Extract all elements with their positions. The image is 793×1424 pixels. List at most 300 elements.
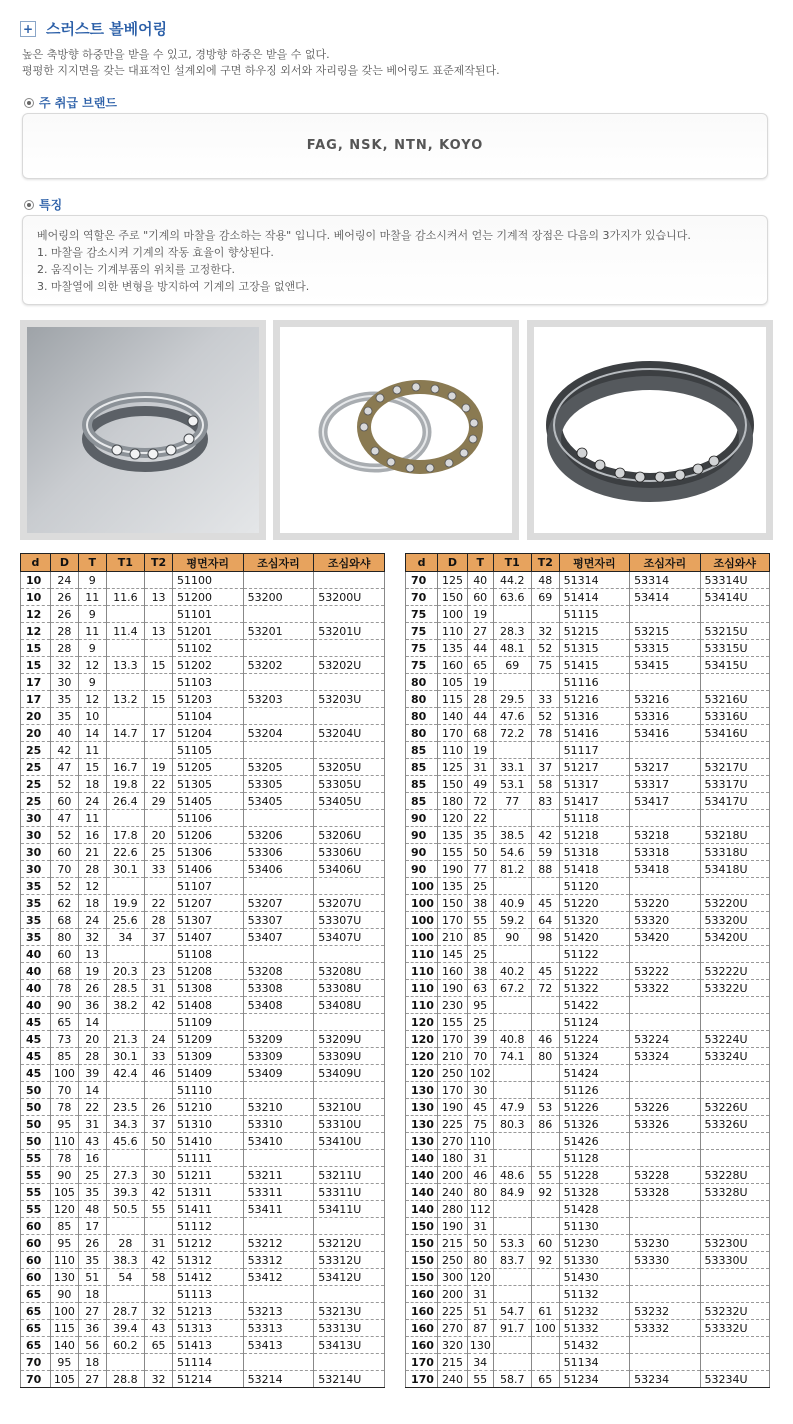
table-cell <box>700 674 769 691</box>
table-cell: 33 <box>145 861 173 878</box>
table-cell: 210 <box>438 1048 468 1065</box>
table-cell: 18 <box>78 1354 106 1371</box>
table-cell: 51106 <box>172 810 243 827</box>
table-cell: 145 <box>438 946 468 963</box>
table-cell: 51310 <box>172 1116 243 1133</box>
table-cell: 51232 <box>559 1303 629 1320</box>
table-header-row <box>21 554 385 572</box>
table-cell: 51418 <box>559 861 629 878</box>
table-cell: 53322U <box>700 980 769 997</box>
table-cell: 105 <box>50 1371 78 1388</box>
table-cell: 53232 <box>630 1303 700 1320</box>
table-cell: 51312 <box>172 1252 243 1269</box>
table-cell: 53204 <box>243 725 314 742</box>
table-cell: 51214 <box>172 1371 243 1388</box>
table-cell: 53312U <box>314 1252 385 1269</box>
table-cell: 39.4 <box>106 1320 145 1337</box>
table-cell: 80 <box>406 674 438 691</box>
table-cell: 42.4 <box>106 1065 145 1082</box>
table-cell <box>630 1014 700 1031</box>
table-cell: 46 <box>145 1065 173 1082</box>
table-row <box>21 691 385 708</box>
table-cell: 48 <box>531 572 559 589</box>
table-cell: 53312 <box>243 1252 314 1269</box>
table-row <box>406 1133 770 1150</box>
table-cell: 50 <box>145 1133 173 1150</box>
table-cell <box>493 810 531 827</box>
table-cell <box>145 1218 173 1235</box>
table-cell: 53216 <box>630 691 700 708</box>
table-cell: 90 <box>50 997 78 1014</box>
table-cell: 53305U <box>314 776 385 793</box>
table-cell: 75 <box>406 640 438 657</box>
table-cell <box>700 742 769 759</box>
table-cell: 90 <box>406 861 438 878</box>
table-cell: 120 <box>467 1269 493 1286</box>
table-cell: 83 <box>531 793 559 810</box>
table-cell: 140 <box>406 1201 438 1218</box>
table-cell: 53200 <box>243 589 314 606</box>
table-cell <box>493 674 531 691</box>
table-cell: 53234 <box>630 1371 700 1388</box>
table-row <box>21 1286 385 1303</box>
table-cell: 51417 <box>559 793 629 810</box>
table-row <box>406 1031 770 1048</box>
table-cell: 20 <box>21 708 51 725</box>
table-row <box>21 997 385 1014</box>
table-cell <box>531 1065 559 1082</box>
table-cell: 85 <box>406 759 438 776</box>
table-cell: 19 <box>78 963 106 980</box>
table-cell: 53217U <box>700 759 769 776</box>
table-cell: 51108 <box>172 946 243 963</box>
table-cell: 53411U <box>314 1201 385 1218</box>
table-cell: 51420 <box>559 929 629 946</box>
table-cell: 40.9 <box>493 895 531 912</box>
table-cell: 51413 <box>172 1337 243 1354</box>
table-cell: 60 <box>21 1252 51 1269</box>
table-row <box>406 623 770 640</box>
table-row <box>406 640 770 657</box>
table-cell: 53326 <box>630 1116 700 1133</box>
table-cell: 140 <box>406 1167 438 1184</box>
table-cell: 68 <box>50 912 78 929</box>
table-cell <box>106 1014 145 1031</box>
table-cell: 53413 <box>243 1337 314 1354</box>
table-cell: 190 <box>438 980 468 997</box>
table-cell: 155 <box>438 1014 468 1031</box>
bullet-circle-icon <box>24 98 34 108</box>
table-cell: 50 <box>21 1116 51 1133</box>
table-cell: 125 <box>438 759 468 776</box>
table-cell <box>630 1286 700 1303</box>
table-row <box>406 963 770 980</box>
col-header: 조심와샤 <box>700 554 769 572</box>
table-cell: 9 <box>78 606 106 623</box>
table-cell: 54.7 <box>493 1303 531 1320</box>
table-cell: 40 <box>467 572 493 589</box>
table-cell: 160 <box>406 1303 438 1320</box>
table-cell: 75 <box>406 623 438 640</box>
table-row <box>406 742 770 759</box>
table-cell <box>630 1354 700 1371</box>
table-cell: 40 <box>21 980 51 997</box>
col-header: T <box>78 554 106 572</box>
table-row <box>406 827 770 844</box>
table-cell: 9 <box>78 572 106 589</box>
table-cell: 51307 <box>172 912 243 929</box>
table-cell: 250 <box>438 1252 468 1269</box>
table-cell: 63 <box>467 980 493 997</box>
table-cell: 27 <box>467 623 493 640</box>
table-cell: 25 <box>78 1167 106 1184</box>
table-cell: 51306 <box>172 844 243 861</box>
table-cell: 90 <box>406 827 438 844</box>
table-cell <box>531 1150 559 1167</box>
table-cell: 65 <box>21 1320 51 1337</box>
table-cell: 53212 <box>243 1235 314 1252</box>
table-cell: 53320 <box>630 912 700 929</box>
table-cell: 53313 <box>243 1320 314 1337</box>
table-cell: 51316 <box>559 708 629 725</box>
table-cell: 51406 <box>172 861 243 878</box>
table-cell: 53214U <box>314 1371 385 1388</box>
table-cell: 32 <box>50 657 78 674</box>
table-cell: 53405 <box>243 793 314 810</box>
table-cell: 30 <box>21 844 51 861</box>
table-cell: 78 <box>50 1099 78 1116</box>
table-cell: 51430 <box>559 1269 629 1286</box>
table-row <box>406 725 770 742</box>
table-cell: 51412 <box>172 1269 243 1286</box>
table-row <box>21 1320 385 1337</box>
table-cell: 53201 <box>243 623 314 640</box>
table-cell <box>493 742 531 759</box>
table-cell: 51126 <box>559 1082 629 1099</box>
table-cell: 26 <box>78 980 106 997</box>
section-header <box>20 18 167 39</box>
table-cell <box>106 674 145 691</box>
table-cell: 51120 <box>559 878 629 895</box>
product-photo-1 <box>20 320 266 540</box>
table-cell: 53206U <box>314 827 385 844</box>
table-cell <box>145 1286 173 1303</box>
table-cell: 95 <box>467 997 493 1014</box>
description <box>22 47 500 79</box>
table-cell: 51309 <box>172 1048 243 1065</box>
table-cell: 120 <box>406 1031 438 1048</box>
features-line-1: 베어링의 역할은 주로 "기계의 마찰을 감소하는 작용" 입니다. 베어링이 마찰을 감소시켜서 얻는 기계적 장점은 다음의 3가지가 있습니다. <box>37 229 691 242</box>
table-cell: 51100 <box>172 572 243 589</box>
table-cell: 22 <box>78 1099 106 1116</box>
table-cell: 62 <box>50 895 78 912</box>
table-cell: 53211 <box>243 1167 314 1184</box>
table-cell: 80 <box>467 1184 493 1201</box>
table-cell: 22.6 <box>106 844 145 861</box>
table-cell: 17 <box>21 691 51 708</box>
table-row <box>21 1371 385 1388</box>
table-cell: 13 <box>145 589 173 606</box>
table-row <box>406 1048 770 1065</box>
table-cell: 31 <box>145 980 173 997</box>
table-cell: 53409 <box>243 1065 314 1082</box>
table-cell: 25 <box>467 946 493 963</box>
table-cell: 19 <box>145 759 173 776</box>
table-cell: 44 <box>467 708 493 725</box>
product-photo-3 <box>527 320 773 540</box>
table-cell <box>630 997 700 1014</box>
table-cell: 30.1 <box>106 861 145 878</box>
table-cell: 53210U <box>314 1099 385 1116</box>
table-cell: 25 <box>21 776 51 793</box>
table-cell: 9 <box>78 674 106 691</box>
table-row <box>406 1150 770 1167</box>
table-cell: 34 <box>467 1354 493 1371</box>
table-cell: 35 <box>467 827 493 844</box>
table-cell: 51330 <box>559 1252 629 1269</box>
table-cell <box>493 1337 531 1354</box>
table-cell: 52 <box>50 776 78 793</box>
table-cell: 110 <box>438 742 468 759</box>
table-cell <box>700 946 769 963</box>
table-cell: 69 <box>531 589 559 606</box>
table-cell <box>700 1354 769 1371</box>
table-cell: 25 <box>21 742 51 759</box>
table-cell: 55 <box>467 912 493 929</box>
table-cell: 90 <box>493 929 531 946</box>
table-cell <box>531 1286 559 1303</box>
table-cell <box>630 1082 700 1099</box>
table-cell: 85 <box>50 1048 78 1065</box>
table-cell: 42 <box>145 1184 173 1201</box>
table-cell: 115 <box>50 1320 78 1337</box>
table-cell: 51 <box>78 1269 106 1286</box>
table-cell: 33 <box>145 1048 173 1065</box>
table-cell: 53412 <box>243 1269 314 1286</box>
table-cell: 155 <box>438 844 468 861</box>
table-cell: 53230U <box>700 1235 769 1252</box>
table-cell: 52 <box>531 708 559 725</box>
table-cell: 53222U <box>700 963 769 980</box>
table-cell: 15 <box>145 657 173 674</box>
table-cell: 53406U <box>314 861 385 878</box>
table-cell: 20 <box>21 725 51 742</box>
table-cell <box>243 946 314 963</box>
table-cell: 51122 <box>559 946 629 963</box>
table-row <box>406 1065 770 1082</box>
table-cell: 100 <box>50 1303 78 1320</box>
table-cell: 70 <box>406 589 438 606</box>
table-cell: 24 <box>78 793 106 810</box>
table-cell <box>145 572 173 589</box>
thrust-bearing-image-3 <box>534 327 766 533</box>
table-cell: 26 <box>78 1235 106 1252</box>
table-cell: 51112 <box>172 1218 243 1235</box>
table-cell: 34 <box>106 929 145 946</box>
description-line-2: 평평한 지지면을 갖는 대표적인 설계외에 구면 하우징 외서와 자리링을 갖는 베어링도 표준제작된다. <box>22 64 500 77</box>
table-cell: 51332 <box>559 1320 629 1337</box>
table-cell: 30 <box>21 810 51 827</box>
table-cell: 120 <box>406 1014 438 1031</box>
table-cell: 53228U <box>700 1167 769 1184</box>
table-cell <box>531 1269 559 1286</box>
table-cell <box>145 878 173 895</box>
table-cell: 53202U <box>314 657 385 674</box>
table-cell <box>243 810 314 827</box>
table-cell: 53410 <box>243 1133 314 1150</box>
table-cell: 53407 <box>243 929 314 946</box>
table-cell: 14 <box>78 725 106 742</box>
table-cell <box>630 1150 700 1167</box>
table-cell: 28.5 <box>106 980 145 997</box>
table-row <box>406 1218 770 1235</box>
table-cell: 28 <box>50 640 78 657</box>
table-row <box>21 674 385 691</box>
table-cell: 51220 <box>559 895 629 912</box>
table-cell: 54.6 <box>493 844 531 861</box>
table-cell: 85 <box>50 1218 78 1235</box>
table-row <box>21 1099 385 1116</box>
table-cell <box>531 1133 559 1150</box>
table-cell <box>630 1133 700 1150</box>
table-cell <box>630 1269 700 1286</box>
col-header: T1 <box>106 554 145 572</box>
table-cell: 29.5 <box>493 691 531 708</box>
table-row <box>406 691 770 708</box>
table-cell <box>243 1354 314 1371</box>
table-cell: 60 <box>50 844 78 861</box>
table-row <box>21 912 385 929</box>
table-cell: 53226 <box>630 1099 700 1116</box>
table-cell: 45.6 <box>106 1133 145 1150</box>
table-row <box>406 759 770 776</box>
table-cell: 53201U <box>314 623 385 640</box>
table-cell: 51105 <box>172 742 243 759</box>
table-cell: 140 <box>406 1150 438 1167</box>
table-cell: 51313 <box>172 1320 243 1337</box>
table-cell: 51208 <box>172 963 243 980</box>
table-cell: 92 <box>531 1252 559 1269</box>
table-row <box>21 1252 385 1269</box>
table-cell <box>106 1354 145 1371</box>
table-cell: 140 <box>406 1184 438 1201</box>
table-row <box>406 844 770 861</box>
table-cell: 78 <box>531 725 559 742</box>
table-cell: 53414 <box>630 589 700 606</box>
table-cell: 50.5 <box>106 1201 145 1218</box>
table-cell: 40 <box>21 963 51 980</box>
table-cell: 60 <box>21 1235 51 1252</box>
table-cell: 88 <box>531 861 559 878</box>
table-cell: 22 <box>467 810 493 827</box>
table-cell: 53314 <box>630 572 700 589</box>
table-cell: 26 <box>50 606 78 623</box>
table-row <box>21 725 385 742</box>
table-cell: 47 <box>50 759 78 776</box>
table-cell <box>493 1354 531 1371</box>
table-cell <box>314 640 385 657</box>
table-cell: 14.7 <box>106 725 145 742</box>
table-cell: 53418 <box>630 861 700 878</box>
table-cell: 43 <box>78 1133 106 1150</box>
table-cell: 53306 <box>243 844 314 861</box>
table-cell: 42 <box>50 742 78 759</box>
table-cell: 53208U <box>314 963 385 980</box>
table-cell: 53226U <box>700 1099 769 1116</box>
table-row <box>21 946 385 963</box>
table-row <box>21 1303 385 1320</box>
table-cell: 53.1 <box>493 776 531 793</box>
table-cell: 53311U <box>314 1184 385 1201</box>
table-cell: 21.3 <box>106 1031 145 1048</box>
table-cell: 53332 <box>630 1320 700 1337</box>
table-row <box>406 929 770 946</box>
table-cell: 30 <box>21 827 51 844</box>
table-cell: 170 <box>438 1031 468 1048</box>
table-cell: 53211U <box>314 1167 385 1184</box>
table-cell: 16 <box>78 1150 106 1167</box>
table-cell: 53215 <box>630 623 700 640</box>
table-cell: 45 <box>21 1065 51 1082</box>
table-cell: 26 <box>145 1099 173 1116</box>
table-cell: 53318 <box>630 844 700 861</box>
table-row <box>21 742 385 759</box>
table-cell: 53207U <box>314 895 385 912</box>
table-cell: 59 <box>531 844 559 861</box>
table-cell: 53224 <box>630 1031 700 1048</box>
table-cell <box>106 1082 145 1099</box>
table-cell: 48.6 <box>493 1167 531 1184</box>
col-header: d <box>21 554 51 572</box>
table-cell <box>314 1082 385 1099</box>
table-cell: 15 <box>21 657 51 674</box>
table-row <box>21 1150 385 1167</box>
table-cell: 38 <box>467 963 493 980</box>
table-row <box>21 844 385 861</box>
table-cell: 49 <box>467 776 493 793</box>
table-cell: 51328 <box>559 1184 629 1201</box>
col-header: 조심와샤 <box>314 554 385 572</box>
table-cell: 53213U <box>314 1303 385 1320</box>
table-cell: 30 <box>467 1082 493 1099</box>
table-cell: 31 <box>467 1150 493 1167</box>
table-cell: 170 <box>438 1082 468 1099</box>
table-cell: 51205 <box>172 759 243 776</box>
features-line-2: 1. 마찰을 감소시켜 기계의 작동 효율이 향상된다. <box>37 246 274 259</box>
table-cell <box>700 1269 769 1286</box>
table-cell: 32 <box>531 623 559 640</box>
table-cell: 215 <box>438 1235 468 1252</box>
table-cell <box>531 1354 559 1371</box>
table-cell <box>314 742 385 759</box>
table-cell: 51234 <box>559 1371 629 1388</box>
table-cell: 28 <box>78 861 106 878</box>
table-cell: 10 <box>78 708 106 725</box>
table-cell: 53314U <box>700 572 769 589</box>
table-cell <box>145 1014 173 1031</box>
table-cell: 21 <box>78 844 106 861</box>
table-cell: 150 <box>406 1252 438 1269</box>
table-cell <box>700 1201 769 1218</box>
table-cell: 51432 <box>559 1337 629 1354</box>
table-row <box>21 1082 385 1099</box>
table-cell: 190 <box>438 1218 468 1235</box>
table-cell: 72 <box>531 980 559 997</box>
brands-heading <box>24 94 117 111</box>
table-cell <box>630 878 700 895</box>
table-cell: 51414 <box>559 589 629 606</box>
table-cell: 42 <box>145 997 173 1014</box>
